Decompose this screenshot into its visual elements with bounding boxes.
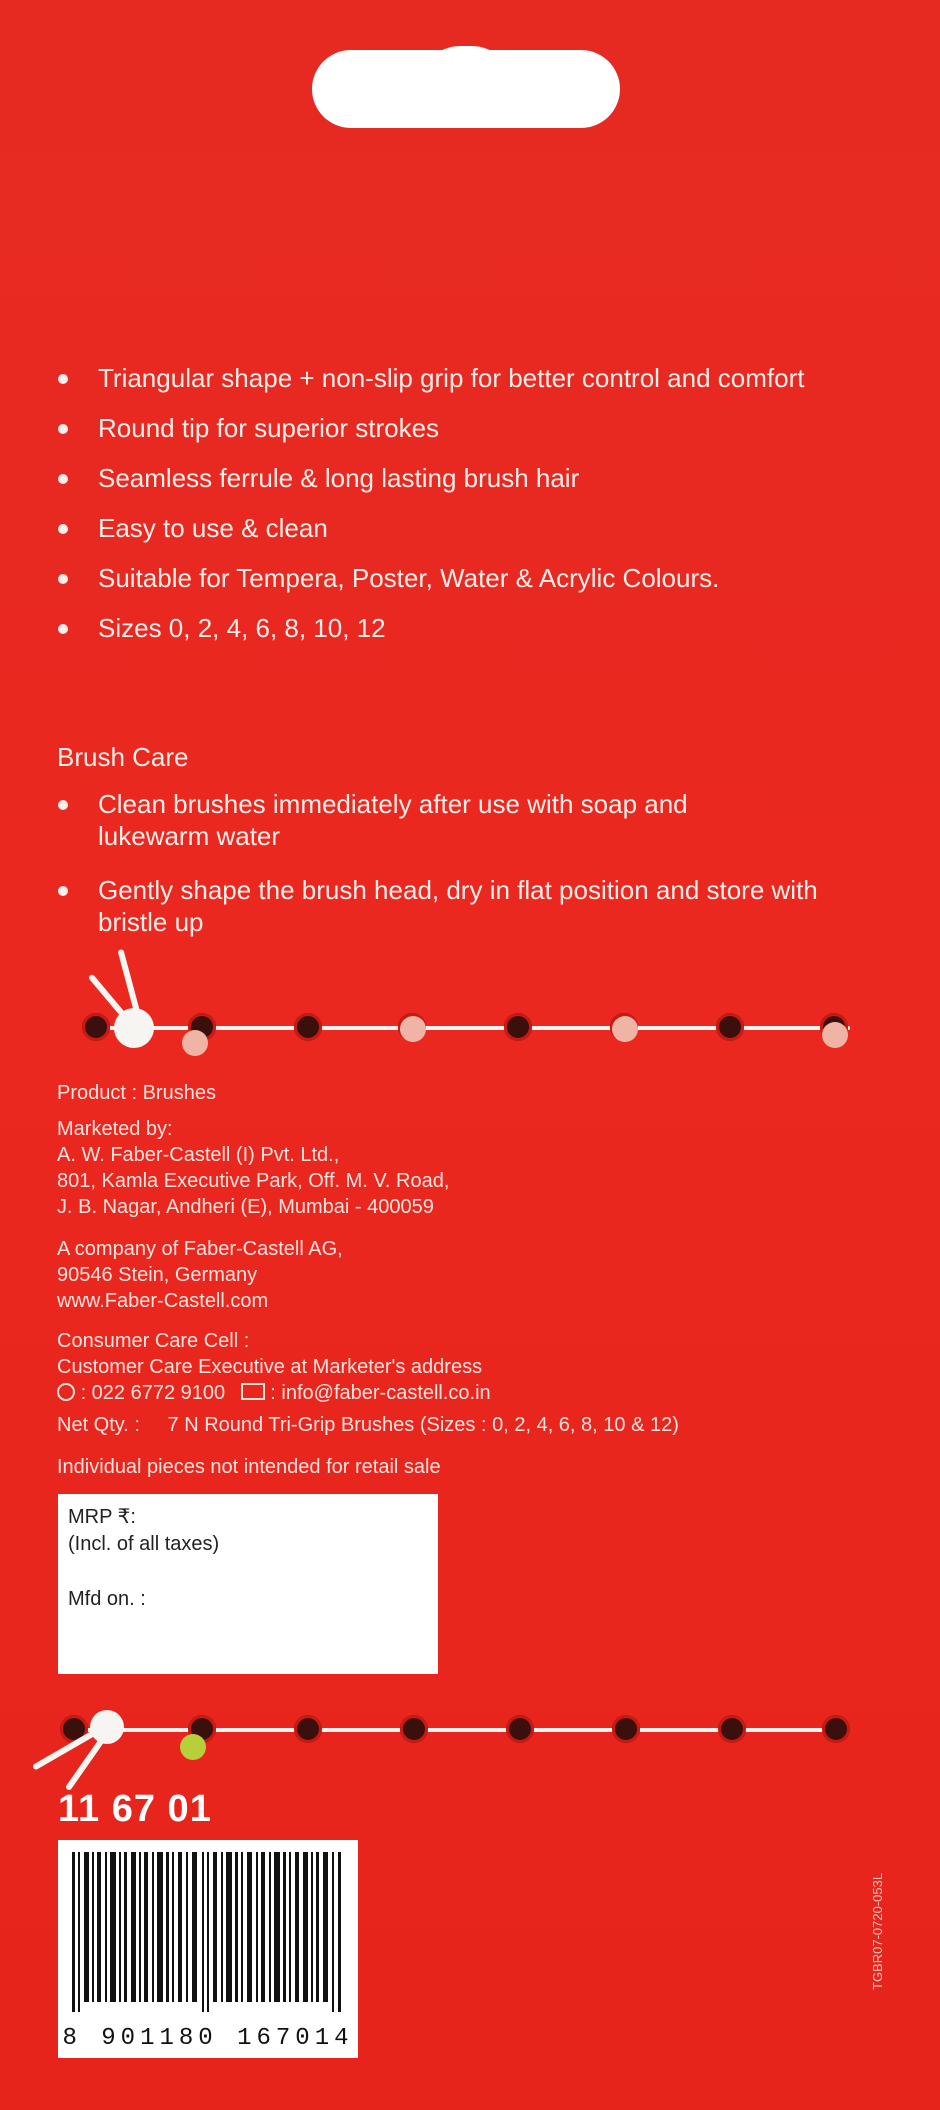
brush-bead	[400, 1016, 426, 1042]
feature-item: Round tip for superior strokes	[54, 412, 894, 444]
company-block	[57, 1236, 343, 1314]
feature-item: Easy to use & clean	[54, 512, 894, 544]
product-line: Product : Brushes	[57, 1082, 216, 1104]
brush-bead	[182, 1030, 208, 1056]
feature-item: Seamless ferrule & long lasting brush hair	[54, 462, 894, 494]
consumer-care-block	[57, 1328, 491, 1406]
feature-list	[54, 362, 894, 662]
lace-hole	[506, 1715, 534, 1743]
marketer-address-line: J. B. Nagar, Andheri (E), Mumbai - 400059	[57, 1196, 434, 1218]
retail-note: Individual pieces not intended for retail sale	[57, 1456, 441, 1478]
feature-item: Triangular shape + non-slip grip for better control and comfort	[54, 362, 894, 394]
net-qty-label: Net Qty. :	[57, 1414, 140, 1436]
brush-bead	[180, 1734, 206, 1760]
lace-hole	[504, 1013, 532, 1041]
article-number: 11 67 01	[58, 1788, 212, 1830]
barcode-number: 8 901180 167014	[62, 2025, 354, 2052]
print-code: TGBR07-0720-053L	[870, 1872, 885, 1990]
lace-hole	[822, 1715, 850, 1743]
care-item: Gently shape the brush head, dry in flat position and store with bristle up	[54, 874, 894, 938]
upper-lace-strap	[60, 998, 860, 1058]
contact-line	[57, 1380, 491, 1406]
brush-bead	[612, 1016, 638, 1042]
barcode	[58, 1840, 358, 2058]
hang-tab-slot	[312, 50, 620, 128]
marketer-address-line: A. W. Faber-Castell (I) Pvt. Ltd.,	[57, 1144, 340, 1166]
care-item: Clean brushes immediately after use with soap and lukewarm water	[54, 788, 894, 852]
marketer-block	[57, 1116, 449, 1220]
email-address: : info@faber-castell.co.in	[270, 1382, 491, 1404]
feature-item: Suitable for Tempera, Poster, Water & Acrylic Colours.	[54, 562, 894, 594]
brush-bead	[822, 1022, 848, 1048]
company-website: www.Faber-Castell.com	[57, 1290, 269, 1312]
company-line: A company of Faber-Castell AG,	[57, 1238, 343, 1260]
mfd-label: Mfd on. :	[68, 1588, 146, 1610]
lace-hole	[82, 1013, 110, 1041]
mrp-label: MRP ₹:	[68, 1506, 136, 1528]
mrp-box	[58, 1494, 438, 1674]
consumer-care-heading: Consumer Care Cell :	[57, 1330, 250, 1352]
company-line: 90546 Stein, Germany	[57, 1264, 258, 1286]
envelope-icon	[241, 1383, 265, 1400]
net-qty-line	[57, 1412, 679, 1438]
string-knot	[90, 1710, 124, 1744]
feature-item: Sizes 0, 2, 4, 6, 8, 10, 12	[54, 612, 894, 644]
brush-care-heading: Brush Care	[57, 742, 189, 772]
net-qty-value: 7 N Round Tri-Grip Brushes (Sizes : 0, 2, 4, 6, 8, 10 & 12)	[167, 1414, 679, 1436]
brush-care-list	[54, 788, 894, 960]
marketer-heading: Marketed by:	[57, 1118, 173, 1140]
tax-note: (Incl. of all taxes)	[68, 1533, 220, 1555]
lace-hole	[400, 1715, 428, 1743]
lower-lace-strap	[60, 1700, 860, 1760]
marketer-address-line: 801, Kamla Executive Park, Off. M. V. Road,	[57, 1170, 450, 1192]
barcode-bars	[70, 1852, 346, 2012]
lace-hole	[294, 1715, 322, 1743]
phone-icon	[57, 1383, 75, 1401]
lace-hole	[718, 1715, 746, 1743]
consumer-care-line: Customer Care Executive at Marketer's address	[57, 1356, 483, 1378]
lace-hole	[294, 1013, 322, 1041]
phone-number: : 022 6772 9100	[80, 1382, 226, 1404]
lace-hole	[716, 1013, 744, 1041]
lace-hole	[612, 1715, 640, 1743]
